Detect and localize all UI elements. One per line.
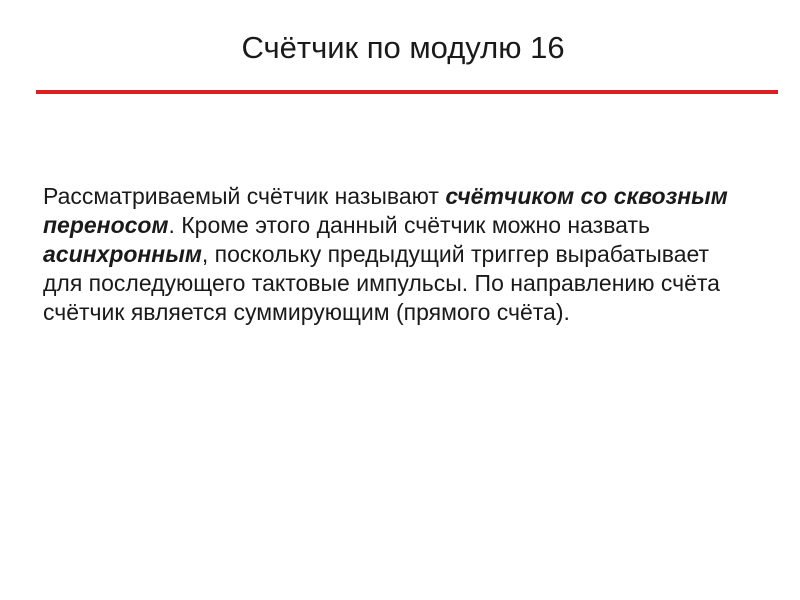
- paragraph-text-part2: . Кроме этого данный счётчик можно назвать: [168, 212, 650, 238]
- term-through-carry: счётчиком со сквозным переносом: [43, 183, 728, 238]
- title-divider: [36, 90, 778, 94]
- paragraph-text-part1: Рассматриваемый счётчик называют: [43, 183, 446, 209]
- paragraph-text-part3: , поскольку предыдущий триггер вырабатывает для последующего тактовые импульсы. По направлению счёта счётчик является суммирующим (прямого счёта).: [43, 241, 720, 325]
- body-paragraph: [43, 182, 743, 327]
- term-asynchronous: асинхронным: [43, 241, 202, 267]
- slide-title: Счётчик по модулю 16: [241, 30, 565, 65]
